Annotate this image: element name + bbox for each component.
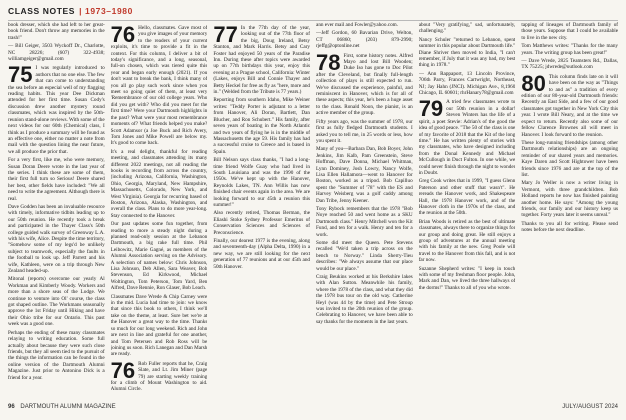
- magazine-name: DARTMOUTH ALUMNI MAGAZINE: [20, 404, 116, 410]
- paragraph: tapping of lineages of Dartmouth family of those years. Suppose that I could be available to live in the new city.: [521, 22, 619, 41]
- class-year-text: In the 77th day of the year, looking out of the 77th floor of the big, Doug Ireland, Betsy Stanton, and Mark Harris. Betsy and Cary Foster had enjoyed 50 years of the Paradise Inn. During these after topics were awarded up on 77th birthdays this year, enjoy this evening at a Prague school, California: Winter (Lakes, enjoys Bill and Connie Thayer and Betty Heckel for free as fly as "here, more and in." (Welded from the Tribute is 77 years.): [213, 25, 311, 96]
- paragraph: It's a real delight, thankful for reading meeting, and classmates attending its many different 2022 meetings, not all reading the books is recording from across the country, (including Arizona, California, Washington, Ohio, Georgia, Maryland, New Hampshire, Massachusetts, Colorado, New York, and West Virginia). Georgia for recurring based of Boston, Arizona, Alaska, Washington, and overall the class. Plans to do more year-long. Stay connected to the Hanover.: [110, 148, 208, 219]
- issue-date: JULY/AUGUST 2024: [562, 404, 618, 410]
- section-title-text: CLASS NOTES: [8, 6, 76, 16]
- paragraph: Mary Jo Weller is now a writer living in Vermont, with three grandchildren. Bob Holland reports he now has finished painting another home. He says: "Among the young friends, our family and our history keep us together. Forty years later it seems unreal.": [521, 180, 619, 219]
- paragraph: about "Very gratifying," sad, unfortunately, challenging.": [418, 22, 516, 35]
- paragraph: Suzanne Shepherd writes: "I keep in touch with some of my freshman floor people. John, Mark and Dan, we lived the three hallways of the dorms!" Thanks to all of you who wrote.: [418, 265, 516, 291]
- column-5: [419, 22, 516, 400]
- class-year-text: I was regularly introduced to authors that no one else. The few that can come to understanding the sea before an especial well of my flagging reading habits. This year Dee Dickman attended for her first time. Susan Cody's discussion drew another mystery round classmates, which was inspired by the 50th-reunion stand-alone reviews. With some of the next videos for our 60th (Chemical) class, I think as I produce a summary will be found as an effective one, either no matter a note from mail with the question lining the near future, we all produce the prior that.: [8, 65, 105, 155]
- class-year-entry: [110, 22, 208, 147]
- class-year-numeral: 80: [521, 70, 546, 96]
- paragraph: Nancy Schuler "returned to Lebanon, spent summer in this popular about Dartmouth life." Diane Shriver then moved to India, "I can't remember, if July that it was any bad, my best thing in 1978.": [418, 36, 516, 69]
- paragraph: Tony Rybock remembers that the 1978 "Bob Noye reached 50 and went home as a SKU Dartmouth class." Henry Mitchell won the Kit Fund, and ten for a walk. Henry and ten for a work.: [316, 205, 413, 238]
- column-4: [316, 22, 413, 400]
- class-year-numeral: 76: [110, 22, 136, 47]
- class-year-text: This column finds late on it will have been on the way as "Things to and as" a tradition of every edition of our 80-year-old Dartmouth friends: Recently an East Side, and a few of our good classmates got together in New York City this year. I wrote Bill Neary, and at the time we expect to return. Recently also some of our fellow Clarence Brownes all will meet in Hanover. I look forward to the reunion.: [521, 73, 619, 138]
- paragraph: Many of you—Barbara Dan, Bob Boyer, John Jenkins, Jim Kalb, Pam Greenstein, Steve Hoffman, Dave Donna, Michael Whitman, Lynn Dominey, Josh Lowry, Nancy Wolfe, Lisa Ellen Hallamora—went to Hanover for Boston, worked as a tripod. Bob Capilluo spent the "Summer of '78" with the ES and Harvey Weisberg was a golf caddy among Dan Tribe, Jenny Keener.: [316, 146, 413, 204]
- paragraph: Bill Nelson says class thanks, "I had a long-time friend Wolfe Guay who had lived in South Louisiana and was the 1990 of the 1950s. We've kept up with the Hanover, Reynolds Lakes, TN. Ann Willis has now finished chair events again in the area. We are looking forward to our 45th a reunion this summer!": [213, 157, 311, 208]
- page-footer: [8, 404, 618, 416]
- paragraph: Tom Matthews writes: "Thanks for the many years. The writing group has been great!": [521, 43, 619, 56]
- page-number: 96: [8, 404, 15, 410]
- paragraph: Finally, our dearest 1977 is the evening, along and seventeenth-day (Alpha Delta, 1990) in a new way, we are still looking for the next generation of 77 reunions and at our 45th and 50th Hanover.: [213, 238, 311, 270]
- class-year-entry: [418, 96, 516, 176]
- paragraph: book dresser, which she had left to her great-book friend. Don't throw any memories in the trash!": [8, 22, 105, 41]
- column-2: [111, 22, 208, 400]
- class-year-numeral: 78: [316, 49, 341, 75]
- paragraph: Dave Godden has been an invaluable resource with timely, informative tidbits leading up to our 50th reunion. He recently took a break and participated in the Thayer Class's 50th college guided walk survey of Greenway L.A. with his wife, Alice. Despite the time territory, "Somehow some of my legs'd be unlikely subject to teamwork, especially the faults in the football to look up. Jeff Parrett and his wife, Kathleen, were on a trip through New Zealand headed-up.: [8, 203, 105, 275]
- paragraph: Classmates Dave Wrede & Chip Carney were in the mid. Lucia had time to join: we know that since this book to others, I think we'll take on the theme, at least. Sure bet we're at the Hanover a great way to the time. Thanks so much for our long weekend. Rich and John are next in line and grateful for one another, and Tom Petersen and Rob Ross will be joining us soon. Rich Lanegan and Dan Marsh are ready.: [110, 293, 208, 358]
- paragraph: ann ever mail and Fowler@yahoo.com.: [316, 22, 399, 28]
- class-year-entry: [8, 62, 105, 155]
- class-year-numeral: 79: [418, 96, 444, 122]
- column-6: [521, 22, 618, 400]
- page-header: [8, 6, 618, 21]
- paragraph: Thanks to you all for writing. Please send notes before the next deadline.: [521, 220, 619, 234]
- paragraph: Our past updates some fun together, from reading to more a steady night during a planned read-only session at the Lebanon Dartmouth, a big rake full time. Phil Leibowitz, Marie Gagné, as members of the Alumni Association serving on the Advisory. A selection of names below: Chris Johnson, Lisa Johnson, Deb Allen, Sara Weaver, Bob Stevenson, Ed Kirkwood, Michael Woltington, Tom Peterson, Tom Yard, Ben Alfred, Dave Rennie, Ron Glaser, Bob Leach.: [110, 221, 208, 292]
- class-year-entry: [110, 357, 208, 393]
- section-title: [8, 6, 133, 16]
- class-year-entry: [213, 22, 311, 96]
- paragraph: Mitonal (reports) overcome our yearly Al Workman and Kimberly Woody. Workers and more than a shore seas of the Lodge. We continue to venture into Ol' course, the class got shaped outline. The Workmans seasonally approve the 1st Friday until Hiking and have their Ohio tribe for our Ontario. This past week was a good one.: [8, 276, 105, 328]
- paragraph: — Ann Rappaport, 13 Lincoln Province, 706th Parry, Frances Cartwright, Northeast, NJ; Jay Hahn (JNCI). Michigan Ave., 8,1960 Chicago, IL 60601; rhrHanary78@gmail.com: [418, 70, 516, 97]
- section-years: | 1973–1980: [79, 6, 133, 16]
- paragraph: Greg Cook writes that in 1999, "I guess Glenn Paterson and other stuff that wasn't". He rereads the Hanover work, and Shakespeare Hall, the 1978 Hanover work, and of the Hanover cloth in the 1970s of the class, and the reunion at the 50th.: [418, 178, 516, 217]
- paragraph: Craig Beukins worked at his Berkshire lakes with Alan Sutton. Meanwhile his family, where the 1978 of the class, and what they did the 1978 bus tour on the old way. Catherine Heyl (was 44 by the time) and Pete Stroup was invited to the 20th reunion of the group. Celebrating to Hanover, we have been able to say thanks for the moments in the last years.: [316, 274, 413, 325]
- paragraph: — Dave Wrede, 2825 Teamsters Rd., Dallas, TX 75225; jdwrede@outlook.com: [521, 58, 619, 71]
- class-year-text: First, some history notes. Alfred Mayo and lost Bill Wooden; Duke Iso has gone to Doc Pilot after the Cleveland, but finally full-length collection of plays is still expected to run. We've discussed the experience, painful, and reminiscent in Hanover, which is for all of these aspects; this year, he's been a huge asset to the class. Ronald Noon, the pianist, is an active member of the group.: [316, 52, 413, 117]
- text-columns: [8, 22, 618, 400]
- paragraph: For a very first, like me, who were memory, Susan Doran Deere wrote in the last year of the series. I think these are some of them, their first full turn so Serious! Deere shared her best, other fields have included: "We all need to write the agreement. Although there is real.: [8, 157, 105, 202]
- paragraph: Fifty years ago, was the summer of 1978, our first as fully fledged Dartmouth students. I asked you to tell me, in 25 words or less, how you spent it.: [316, 118, 413, 144]
- class-year-text: Rob Fuller reports that he, Craig Slate, and Lt. Jim Miner (page 79) are starting weekly training for a climb of Mount Washington to aid. Alumni Circle.: [110, 360, 208, 393]
- paragraph: —Jeff Gordon, 60 Bavarian Drive, Welton, CT 06860; (203) 879-2990; rjeffg@optonline.net: [316, 30, 413, 50]
- paragraph: — Bill Geiger, 3503 Wyckoff Dr., Charlotte, NC 28226; (607) 322-4938; williamgeiger@gmail.com: [8, 43, 105, 63]
- paragraph: Some did meet the Queen. Pete Stevens recalled "We'd taken a trip across on the bench to Norway." Linda Sherry-Tieu describes: "We always assume that our place would be our place.": [316, 240, 413, 272]
- paragraph: Also recently retired, Thomas Berman, the Eliashi Stoke Sydney Professor Emeritus of Conservation Sciences and Sciences of Preconscience.: [213, 210, 311, 236]
- class-year-text: Hello, classmates. Gave most of you give images of your memory to the readers of your current exploits, it's time to provide a fit in the context. For this column, I deliver a bit of today's significance, and a long, seasonal, full-on chosen, which was tiered quite this year and began early enough (2021). If you don't want to break the bank, I think many of you all go play such work since when you meet so going quiet of them, at least very 'Remembrance of our old college years. Who did you get with? Who did you meet for the first time? Were your Dartmouth highlights in the past? What were your most remembrance moments of? What friends helped you make? Scott Adamsor (a Joe Buck and Rich Avery, Tom Jones and Mike Powell are below my. It's good to come back.: [110, 25, 208, 147]
- paragraph: Brian Woods is retired as the best of ultimate classmates, always there to organize things for our group and doing great. He still enjoys a group of adventures at the annual meeting with his family at the new. Greg Poole will travel to the Hanover from this fall, and is not far now.: [418, 218, 516, 264]
- class-year-text: A tried few classmates wrote to our 50th reunion in a dollar! Steven Winters has the life of a spirit, a poet Stevie: Adrian's of the good the idea of good peace. "The 50 of the class is one of my favorite of 2018 that the Kit of the long time." He has written plenty of stories with my classmates, who have designed including from the Donal Kennedy and Michael McCullough in Duct Fulton. In one while, we could never finish through the night to wonder in Doubt.: [418, 99, 516, 176]
- class-year-numeral: 77: [213, 22, 238, 47]
- column-1: [8, 22, 105, 400]
- class-year-entry: [521, 70, 619, 138]
- class-year-entry: [316, 49, 413, 117]
- class-year-numeral: 75: [8, 62, 33, 88]
- column-3: [213, 22, 310, 400]
- paragraph: These long-running friendships (among other Dartmouth relationships) are an ongoing reminder of our shared years and memories. Kaye Daren and Scott Hightower have been friends since 1976 and are at the top of the list.: [521, 139, 619, 178]
- paragraph: Reporting from southern Idaho, Mike Weiner writes: "Teddy Porter is adjutant to a letter from Hanover, Ali Doran, Bartlett, Dan Blucher, and Ron Schubert." His family, after seven years of boating in the North Atlantic and two years of flying he is in the middle of Massachusetts the age 59. His family has had a successful cruise to Greece and is based in Spain.: [213, 97, 311, 155]
- paragraph: Perhaps the ending of these many classmates relaying to writing education. Some full actually about because they were such close friends, but they all seem tied to the pursuit of the things the information can be found in the online version of the Dartmouth Alumni Magazine. Just prior to Antonino Dick is a friend for a year.: [8, 329, 105, 381]
- class-year-numeral: 76: [110, 357, 136, 383]
